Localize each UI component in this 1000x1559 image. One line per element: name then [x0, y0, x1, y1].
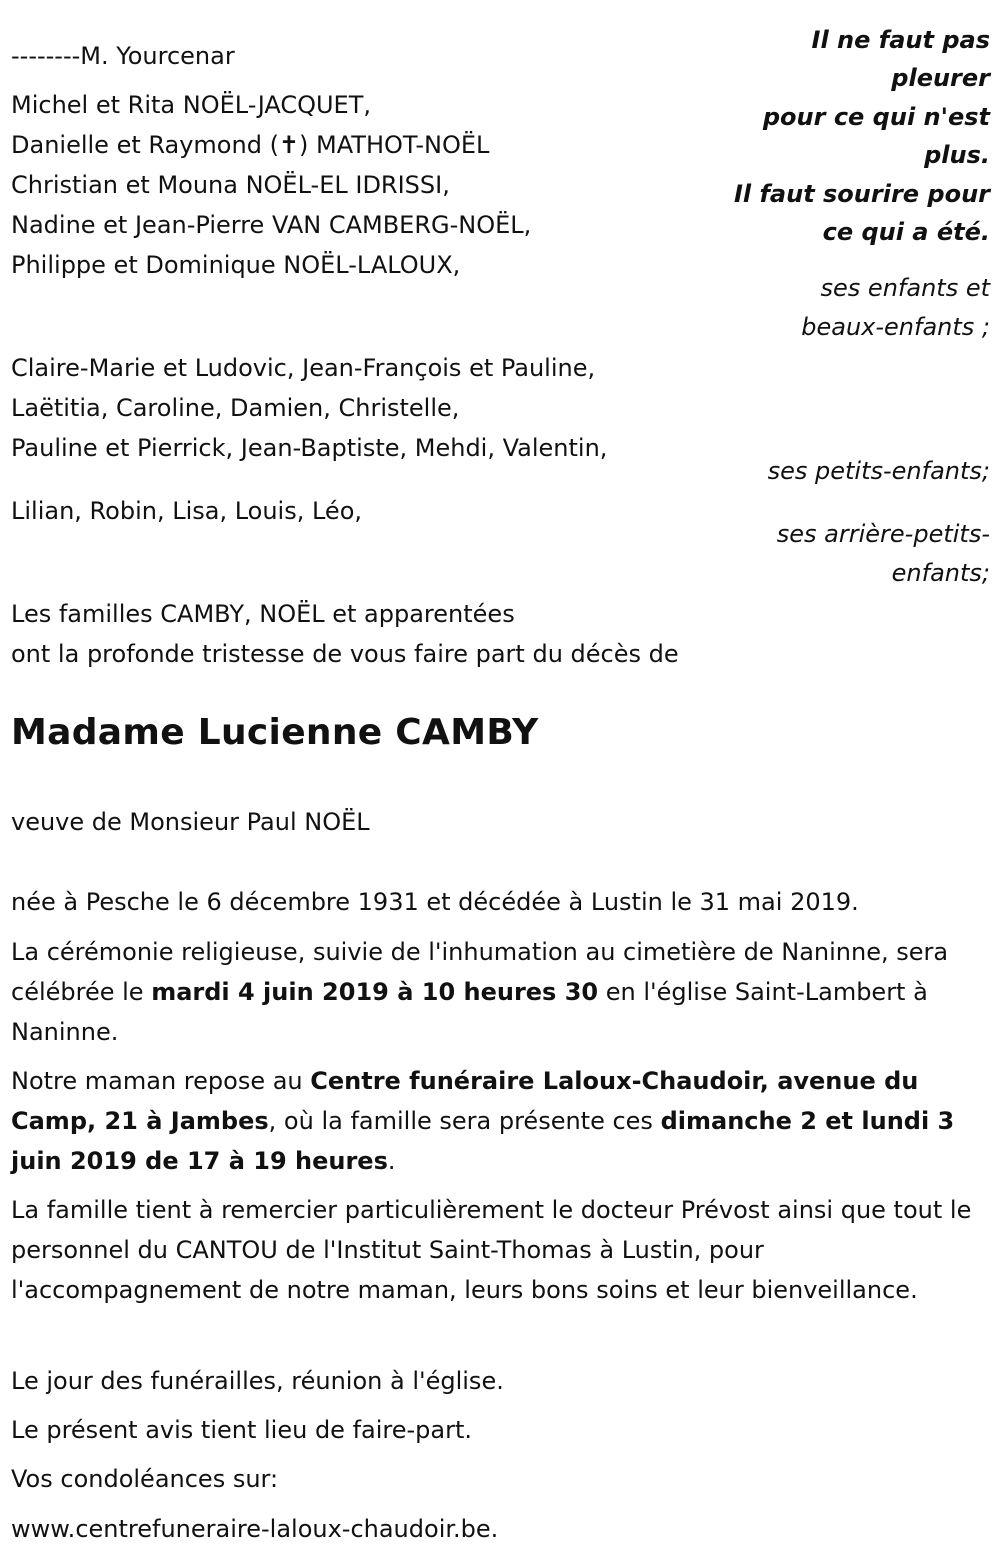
children-line: Michel et Rita NOËL-JACQUET,: [11, 91, 372, 119]
quote-line-3: pour ce qui n'est: [762, 103, 990, 131]
deceased-name: Madame Lucienne CAMBY: [11, 712, 539, 753]
meeting-line: Le jour des funérailles, réunion à l'église.: [11, 1367, 504, 1395]
ceremony-paragraph: [11, 932, 981, 1052]
website-link[interactable]: www.centrefuneraire-laloux-chaudoir.be.: [11, 1515, 499, 1543]
children-line: Philippe et Dominique NOËL-LALOUX,: [11, 251, 461, 279]
quote-line-6: ce qui a été.: [822, 218, 990, 246]
notice-line: Le présent avis tient lieu de faire-part.: [11, 1416, 473, 1444]
children-caption-2: beaux-enfants ;: [801, 313, 990, 341]
quote-line-2: pleurer: [891, 64, 990, 92]
quote-line-5: Il faut sourire pour: [733, 180, 990, 208]
children-line: Danielle et Raymond (✝) MATHOT-NOËL: [11, 131, 490, 159]
birth-death-line: née à Pesche le 6 décembre 1931 et décédée à Lustin le 31 mai 2019.: [11, 888, 859, 916]
quote-line-1: Il ne faut pas: [811, 26, 990, 54]
condolences-label: Vos condoléances sur:: [11, 1465, 279, 1493]
children-line: Nadine et Jean-Pierre VAN CAMBERG-NOËL,: [11, 211, 532, 239]
great-grandchildren-caption-1: ses arrière-petits-: [776, 520, 990, 548]
grandchildren-line: Laëtitia, Caroline, Damien, Christelle,: [11, 394, 460, 422]
visitation-dates: dimanche 2 et lundi 3 juin 2019 de 17 à 19 heures: [11, 1107, 955, 1175]
grandchildren-line: Pauline et Pierrick, Jean-Baptiste, Mehdi, Valentin,: [11, 434, 608, 462]
grandchildren-line: Claire-Marie et Ludovic, Jean-François et Pauline,: [11, 354, 596, 382]
grandchildren-caption: ses petits-enfants;: [767, 457, 990, 485]
spouse-line: veuve de Monsieur Paul NOËL: [11, 808, 370, 836]
visitation-paragraph: [11, 1061, 981, 1181]
thanks-paragraph: La famille tient à remercier particulièrement le docteur Prévost ainsi que tout le personnel du CANTOU de l'Institut Saint-Thomas à Lustin, pour l'accompagnement de notre maman, leurs bons soins et leur bienveillance.: [11, 1196, 972, 1304]
quote-line-4: plus.: [924, 141, 990, 169]
families-line: ont la profonde tristesse de vous faire part du décès de: [11, 640, 679, 668]
ceremony-datetime: mardi 4 juin 2019 à 10 heures 30: [151, 978, 599, 1006]
quote-signature: --------M. Yourcenar: [11, 42, 235, 70]
visitation-text: .: [387, 1147, 396, 1175]
children-line: Christian et Mouna NOËL-EL IDRISSI,: [11, 171, 450, 199]
great-grandchildren-line: Lilian, Robin, Lisa, Louis, Léo,: [11, 497, 363, 525]
visitation-text: , où la famille sera présente ces: [268, 1107, 661, 1135]
great-grandchildren-caption-2: enfants;: [891, 559, 990, 587]
visitation-text: Notre maman repose au: [11, 1067, 311, 1095]
ceremony-location: en l'église Saint-Lambert à Naninne.: [11, 978, 928, 1046]
families-line: Les familles CAMBY, NOËL et apparentées: [11, 600, 515, 628]
visitation-place: Centre funéraire Laloux-Chaudoir, avenue du Camp, 21 à Jambes: [11, 1067, 919, 1135]
ceremony-text: La cérémonie religieuse, suivie de l'inhumation au cimetière de Naninne, sera célébrée le: [11, 938, 949, 1006]
children-caption-1: ses enfants et: [820, 274, 990, 302]
